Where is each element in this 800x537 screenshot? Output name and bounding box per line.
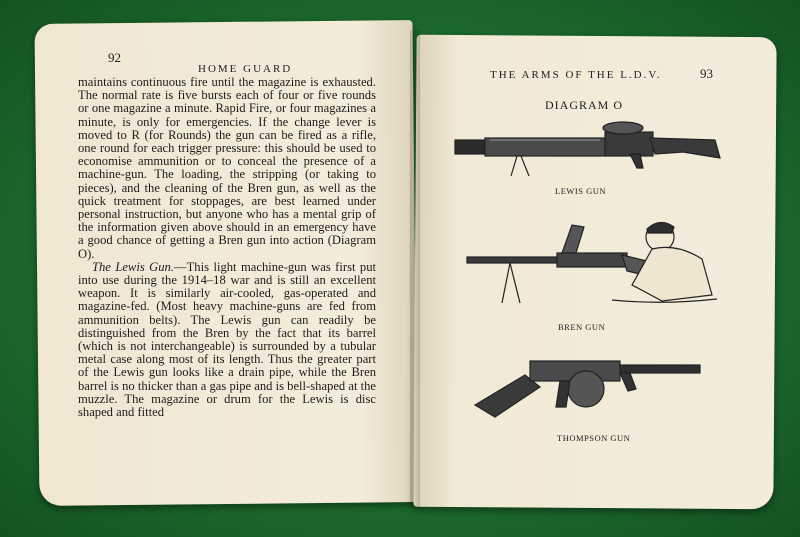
thompson-gun-caption: THOMPSON GUN (557, 433, 631, 443)
lewis-gun-caption: LEWIS GUN (555, 186, 607, 196)
diagram-title: DIAGRAM O (545, 98, 623, 112)
paragraph-bren: maintains continuous fire until the magazine is exhausted. The normal rate is five bursts each of four or five rounds or one magazine a minute. Rapid Fire, or four magazines a minute, is only for emergencies. If the change lever is moved to R (for Rounds) the gun can be fired as a rifle, one round for each trigger pressure: this should be used to economise ammunition or to conceal the presence of a machine-gun. The loading, the stripping (or taking to pieces), and the cleaning of the Bren gun, as well as the quick treatment for stoppages, are best learned under personal instruction, but anyone who has a mental grip of the information given above should in an emergency have a good chance of getting a Bren gun into action (Diagram O). (78, 75, 376, 261)
bren-gun-caption: BREN GUN (558, 322, 606, 332)
book-gutter (410, 30, 420, 508)
lewis-gun-illustration (445, 118, 730, 188)
left-page-number: 92 (108, 50, 121, 65)
right-running-head: THE ARMS OF THE L.D.V. (490, 69, 662, 81)
lewis-text: —This light machine-gun was first put into use during the 1914–18 war and is still an excellent weapon. It is similarly air-cooled, gas-operated and magazine-fed. (Most heavy machine-guns are fed from ammunition belts). The Lewis gun can readily be distinguished from the Bren by the fact that its barrel (which is not interchangeable) is surrounded by a tubular metal case along most of its length. Thus the greater part of the Lewis gun looks like a drain pipe, while the Bren barrel is no thicker than a gas pipe and is bell-shaped at the muzzle. The magazine or drum for the Lewis is disc shaped and fitted (78, 259, 377, 420)
lewis-heading: The Lewis Gun. (92, 259, 175, 274)
left-body-text (78, 76, 376, 419)
paragraph-lewis (78, 261, 376, 419)
left-running-head: HOME GUARD (198, 63, 293, 75)
right-page-number: 93 (700, 66, 713, 81)
thompson-gun-illustration (470, 345, 710, 425)
bren-gun-illustration (462, 215, 722, 315)
